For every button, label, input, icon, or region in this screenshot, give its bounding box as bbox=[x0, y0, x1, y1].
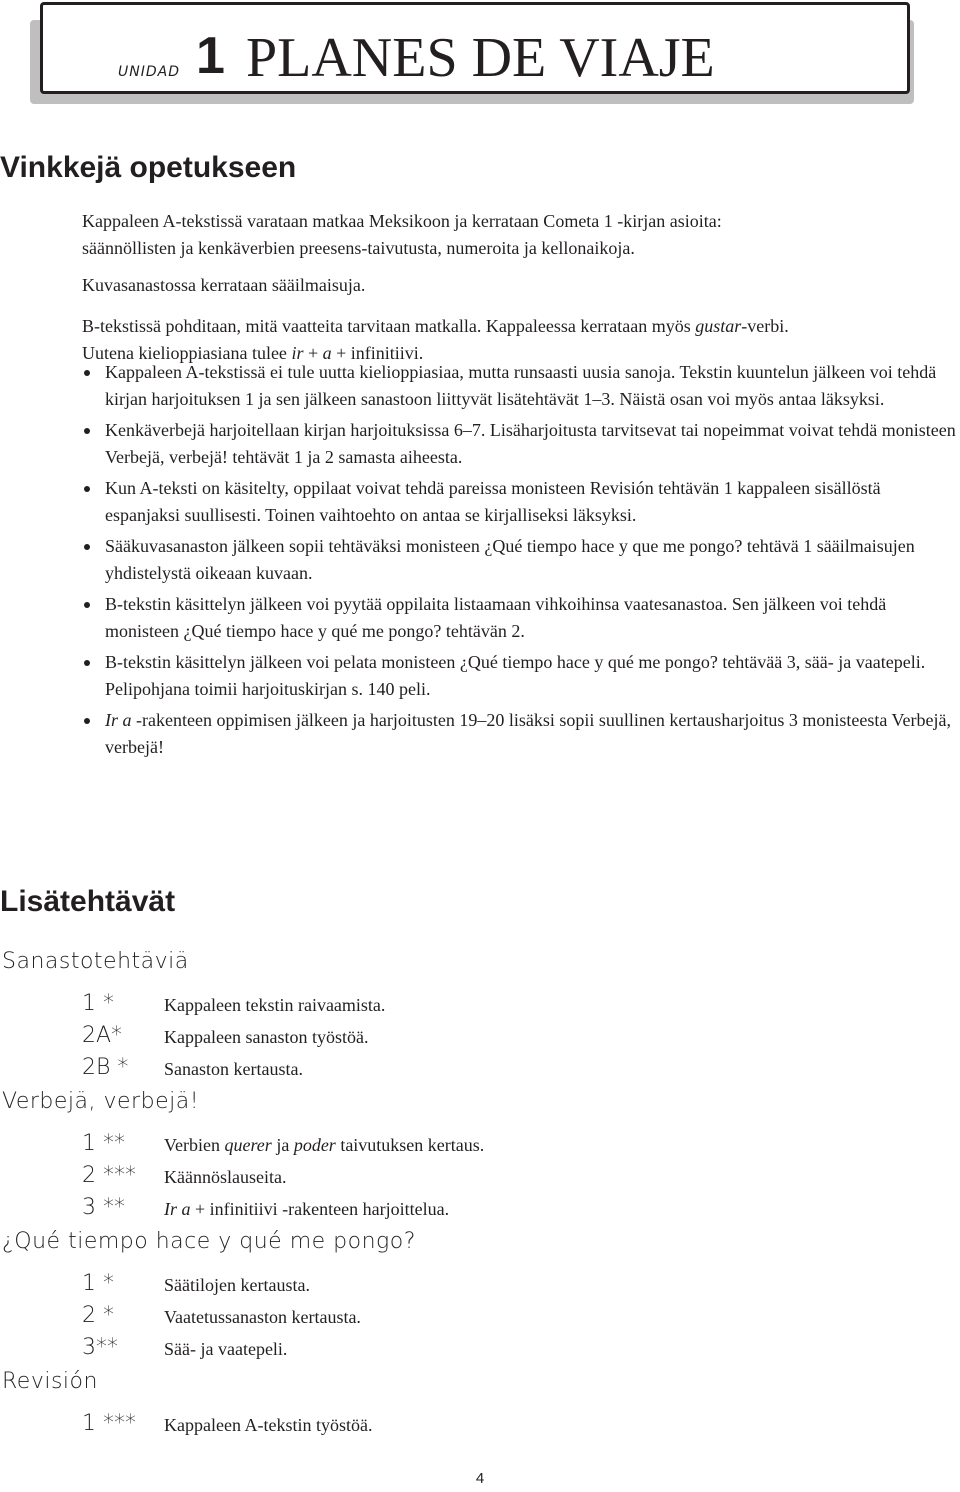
task-description: Sää- ja vaatepeli. bbox=[164, 1339, 288, 1359]
task-description: Kappaleen sanaston työstöä. bbox=[164, 1027, 369, 1047]
task-code: 2A* bbox=[82, 1023, 123, 1048]
list-item-text: -rakenteen oppimisen jälkeen ja harjoitusten 19–20 lisäksi sopii suullinen kertausharjoitus 3 monisteesta Verbejä, verbejä! bbox=[105, 710, 951, 757]
category-sanastotehtavia: Sanastotehtäviä bbox=[2, 949, 189, 974]
task-description: Sanaston kertausta. bbox=[164, 1059, 303, 1079]
bullet-icon bbox=[84, 602, 90, 608]
list-item bbox=[82, 591, 960, 645]
list-item-text: Kun A-teksti on käsitelty, oppilaat voivat tehdä pareissa monisteen Revisión tehtävän 1 kappaleen sisällöstä espanjaksi suullisesti. Toinen vaihtoehto on antaa se kirjalliseksi läksyksi. bbox=[105, 478, 881, 525]
plus-sign: + bbox=[303, 343, 323, 363]
task-code: 1 *** bbox=[82, 1411, 136, 1436]
task-code: 2 * bbox=[82, 1303, 114, 1328]
task-text: + infinitiivi -rakenteen harjoittelua. bbox=[190, 1199, 450, 1219]
b-text-line-1-end: -verbi. bbox=[741, 316, 789, 336]
intro-paragraph bbox=[82, 208, 960, 262]
list-item-text: Sääkuvasanaston jälkeen sopii tehtäväksi monisteen ¿Qué tiempo hace y que me pongo? tehtävä 1 sääilmaisujen yhdistelystä oikeaan kuvaan. bbox=[105, 536, 915, 583]
bullet-icon bbox=[84, 544, 90, 550]
bullet-icon bbox=[84, 486, 90, 492]
poder-term: poder bbox=[293, 1135, 336, 1155]
section-heading-lisatehtavat: Lisätehtävät bbox=[0, 885, 176, 918]
task-description: Säätilojen kertausta. bbox=[164, 1275, 310, 1295]
task-description bbox=[164, 1196, 449, 1223]
bullet-icon bbox=[84, 660, 90, 666]
category-verbeja: Verbejä, verbejä! bbox=[2, 1089, 200, 1114]
category-revision: Revisión bbox=[2, 1369, 98, 1394]
b-text-line-2-end: + infinitiivi. bbox=[331, 343, 424, 363]
task-description bbox=[164, 1132, 484, 1159]
task-text: Verbien bbox=[164, 1135, 225, 1155]
intro-line-1: Kappaleen A-tekstissä varataan matkaa Meksikoon ja kerrataan Cometa 1 -kirjan asioita: bbox=[82, 211, 722, 231]
list-item bbox=[82, 649, 960, 703]
tips-list bbox=[82, 359, 960, 765]
b-text-line-1-start: B-tekstissä pohditaan, mitä vaatteita tarvitaan matkalla. Kappaleessa kerrataan myös bbox=[82, 316, 696, 336]
task-description: Kappaleen A-tekstin työstöä. bbox=[164, 1415, 373, 1435]
task-code: 3** bbox=[82, 1335, 118, 1360]
kuvasanasto-paragraph: Kuvasanastossa kerrataan sääilmaisuja. bbox=[82, 275, 366, 295]
gustar-term: gustar bbox=[695, 316, 742, 336]
list-item-text: Kappaleen A-tekstissä ei tule uutta kielioppiasiaa, mutta runsaasti uusia sanoja. Tekstin kuuntelun jälkeen voi tehdä kirjan harjoituksen 1 ja sen jälkeen sanastoon liittyvät lisätehtävät 1–3. Näistä osan voi myös antaa läksyksi. bbox=[105, 362, 937, 409]
task-description: Vaatetussanaston kertausta. bbox=[164, 1307, 361, 1327]
list-item bbox=[82, 707, 960, 761]
task-code: 2B * bbox=[82, 1055, 129, 1080]
task-description: Käännöslauseita. bbox=[164, 1167, 287, 1187]
unit-number: 1 bbox=[196, 27, 225, 85]
task-code: 1 * bbox=[82, 1271, 114, 1296]
unit-title: PLANES DE VIAJE bbox=[246, 27, 715, 89]
list-item bbox=[82, 417, 960, 471]
unit-label: UNIDAD bbox=[118, 64, 180, 80]
task-code: 2 *** bbox=[82, 1163, 136, 1188]
task-code: 3 ** bbox=[82, 1195, 125, 1220]
list-item bbox=[82, 533, 960, 587]
list-item bbox=[82, 475, 960, 529]
ir-term: ir bbox=[291, 343, 304, 363]
intro-line-2: säännöllisten ja kenkäverbien preesens-taivutusta, numeroita ja kellonaikoja. bbox=[82, 238, 635, 258]
list-item bbox=[82, 359, 960, 413]
task-text: ja bbox=[271, 1135, 294, 1155]
a-term: a bbox=[322, 343, 332, 363]
section-heading-vinkkeja: Vinkkejä opetukseen bbox=[0, 151, 297, 184]
bullet-icon bbox=[84, 718, 90, 724]
task-code: 1 * bbox=[82, 991, 114, 1016]
list-item-text: B-tekstin käsittelyn jälkeen voi pyytää oppilaita listaamaan vihkoihinsa vaatesanastoa. Sen jälkeen voi tehdä monisteen ¿Qué tiempo hace y qué me pongo? tehtävän 2. bbox=[105, 594, 887, 641]
task-code: 1 ** bbox=[82, 1131, 125, 1156]
querer-term: querer bbox=[224, 1135, 272, 1155]
task-description: Kappaleen tekstin raivaamista. bbox=[164, 995, 386, 1015]
bullet-icon bbox=[84, 428, 90, 434]
list-item-text: B-tekstin käsittelyn jälkeen voi pelata monisteen ¿Qué tiempo hace y qué me pongo? tehtävää 3, sää- ja vaatepeli. Pelipohjana toimii harjoituskirjan s. 140 peli. bbox=[105, 652, 926, 699]
ir-a-term: Ir a bbox=[164, 1199, 191, 1219]
bullet-icon bbox=[84, 370, 90, 376]
category-que-tiempo: ¿Qué tiempo hace y qué me pongo? bbox=[2, 1229, 416, 1254]
task-text: taivutuksen kertaus. bbox=[335, 1135, 485, 1155]
page-number: 4 bbox=[475, 1470, 485, 1487]
b-text-line-2-start: Uutena kielioppiasiana tulee bbox=[82, 343, 292, 363]
ir-a-term: Ir a bbox=[105, 710, 132, 730]
list-item-text: Kenkäverbejä harjoitellaan kirjan harjoituksissa 6–7. Lisäharjoitusta tarvitsevat tai nopeimmat voivat tehdä monisteen Verbejä, verbejä! tehtävät 1 ja 2 samasta aiheesta. bbox=[105, 420, 956, 467]
